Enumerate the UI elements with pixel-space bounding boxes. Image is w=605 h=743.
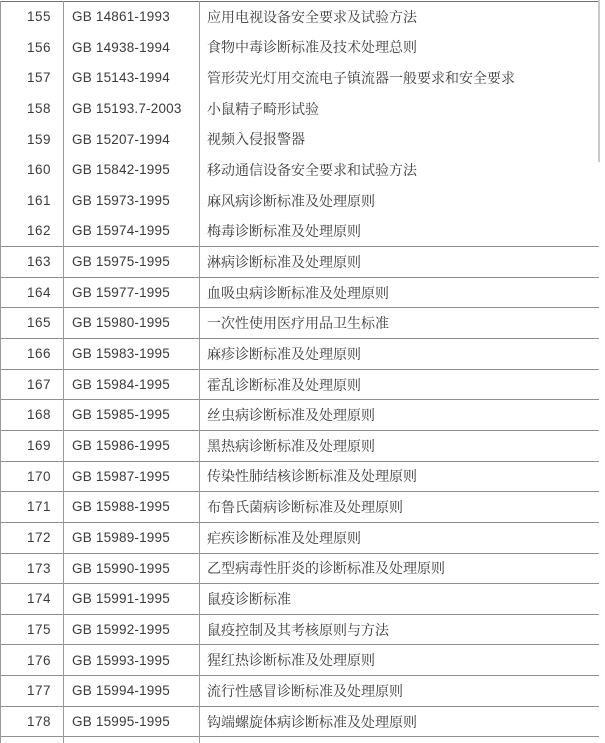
row-number-cell: 174	[1, 584, 64, 615]
table-row	[1, 430, 599, 461]
standard-title-cell: 麻风病诊断标准及处理原则	[200, 185, 599, 216]
standard-code-cell: GB 15977-1995	[64, 277, 200, 308]
standard-title-cell: 流行性感冒诊断标准及处理原则	[200, 676, 599, 707]
standard-code-cell: GB 15984-1995	[64, 369, 200, 400]
standard-title-cell: 食物中毒诊断标准及技术处理总则	[200, 32, 599, 63]
standard-title-cell: 布鲁氏菌病诊断标准及处理原则	[200, 492, 599, 523]
table-row	[1, 461, 599, 492]
table-row	[1, 32, 599, 63]
standard-code-cell: GB 15992-1995	[64, 614, 200, 645]
standard-title-cell: 视频入侵报警器	[200, 124, 599, 155]
table-row	[1, 492, 599, 523]
standard-code-cell	[64, 737, 200, 743]
standard-code-cell: GB 15193.7-2003	[64, 93, 200, 124]
standard-code-cell: GB 15989-1995	[64, 522, 200, 553]
table-row	[1, 706, 599, 737]
table-row	[1, 400, 599, 431]
standard-code-cell: GB 15983-1995	[64, 339, 200, 370]
table-row	[1, 339, 599, 370]
standard-title-cell: 移动通信设备安全要求和试验方法	[200, 155, 599, 186]
standard-code-cell: GB 14861-1993	[64, 2, 200, 33]
standard-code-cell: GB 14938-1994	[64, 32, 200, 63]
standard-code-cell: GB 15995-1995	[64, 706, 200, 737]
row-number-cell: 175	[1, 614, 64, 645]
standard-code-cell: GB 15985-1995	[64, 400, 200, 431]
row-number-cell: 167	[1, 369, 64, 400]
scrollbar-thumb[interactable]	[598, 0, 600, 162]
table-row	[1, 2, 599, 33]
standard-code-cell: GB 15973-1995	[64, 185, 200, 216]
standard-title-cell: 传染性肺结核诊断标准及处理原则	[200, 461, 599, 492]
standard-code-cell: GB 15986-1995	[64, 430, 200, 461]
row-number-cell: 162	[1, 216, 64, 247]
row-number-cell: 159	[1, 124, 64, 155]
standard-title-cell: 淋病诊断标准及处理原则	[200, 247, 599, 278]
row-number-cell: 157	[1, 63, 64, 94]
row-number-cell: 172	[1, 522, 64, 553]
standard-title-cell: 一次性使用医疗用品卫生标准	[200, 308, 599, 339]
standard-code-cell: GB 15990-1995	[64, 553, 200, 584]
table-row	[1, 308, 599, 339]
table-row	[1, 522, 599, 553]
standard-code-cell: GB 15975-1995	[64, 247, 200, 278]
row-number-cell: 171	[1, 492, 64, 523]
standard-code-cell: GB 15842-1995	[64, 155, 200, 186]
standard-title-cell: 鼠疫诊断标准	[200, 584, 599, 615]
standard-title-cell: 麻疹诊断标准及处理原则	[200, 339, 599, 370]
partial-row	[1, 737, 599, 743]
standard-title-cell: 猩红热诊断标准及处理原则	[200, 645, 599, 676]
standard-code-cell: GB 15994-1995	[64, 676, 200, 707]
standard-title-cell: 疟疾诊断标准及处理原则	[200, 522, 599, 553]
standard-title-cell: 钩端螺旋体病诊断标准及处理原则	[200, 706, 599, 737]
table-row	[1, 216, 599, 247]
row-number-cell: 164	[1, 277, 64, 308]
table-row	[1, 155, 599, 186]
table-row	[1, 645, 599, 676]
table-row	[1, 614, 599, 645]
row-number-cell: 168	[1, 400, 64, 431]
standard-title-cell: 管形荧光灯用交流电子镇流器一般要求和安全要求	[200, 63, 599, 94]
standard-title-cell: 黑热病诊断标准及处理原则	[200, 430, 599, 461]
standard-title-cell: 乙型病毒性肝炎的诊断标准及处理原则	[200, 553, 599, 584]
table-row	[1, 63, 599, 94]
standard-code-cell: GB 15991-1995	[64, 584, 200, 615]
row-number-cell: 173	[1, 553, 64, 584]
standard-code-cell: GB 15143-1994	[64, 63, 200, 94]
table-row	[1, 277, 599, 308]
row-number-cell: 161	[1, 185, 64, 216]
row-number-cell: 165	[1, 308, 64, 339]
row-number-cell: 169	[1, 430, 64, 461]
table-row	[1, 185, 599, 216]
row-number-cell: 156	[1, 32, 64, 63]
standard-code-cell: GB 15987-1995	[64, 461, 200, 492]
standard-title-cell: 应用电视设备安全要求及试验方法	[200, 2, 599, 33]
standard-code-cell: GB 15993-1995	[64, 645, 200, 676]
table-row	[1, 676, 599, 707]
standard-title-cell: 丝虫病诊断标准及处理原则	[200, 400, 599, 431]
row-number-cell: 166	[1, 339, 64, 370]
standard-title-cell: 梅毒诊断标准及处理原则	[200, 216, 599, 247]
table-row	[1, 584, 599, 615]
standard-title-cell: 血吸虫病诊断标准及处理原则	[200, 277, 599, 308]
table-row	[1, 553, 599, 584]
row-number-cell: 177	[1, 676, 64, 707]
standard-code-cell: GB 15980-1995	[64, 308, 200, 339]
row-number-cell	[1, 737, 64, 743]
standard-title-cell: 鼠疫控制及其考核原则与方法	[200, 614, 599, 645]
row-number-cell: 178	[1, 706, 64, 737]
standards-table-body	[1, 2, 599, 743]
standards-table	[0, 1, 599, 743]
table-row	[1, 247, 599, 278]
table-row	[1, 369, 599, 400]
table-row	[1, 93, 599, 124]
standard-code-cell: GB 15988-1995	[64, 492, 200, 523]
row-number-cell: 155	[1, 2, 64, 33]
table-row	[1, 124, 599, 155]
row-number-cell: 158	[1, 93, 64, 124]
row-number-cell: 176	[1, 645, 64, 676]
standard-code-cell: GB 15207-1994	[64, 124, 200, 155]
row-number-cell: 170	[1, 461, 64, 492]
standard-title-cell	[200, 737, 599, 743]
row-number-cell: 160	[1, 155, 64, 186]
standard-title-cell: 小鼠精子畸形试验	[200, 93, 599, 124]
row-number-cell: 163	[1, 247, 64, 278]
standard-title-cell: 霍乱诊断标准及处理原则	[200, 369, 599, 400]
standard-code-cell: GB 15974-1995	[64, 216, 200, 247]
